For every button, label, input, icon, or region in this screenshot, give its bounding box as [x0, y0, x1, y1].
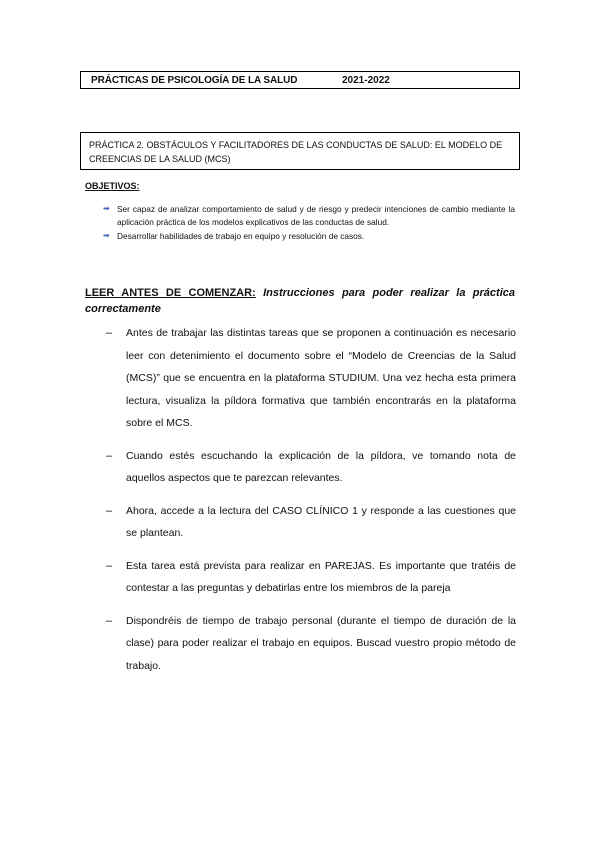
arrow-icon: ➡ [103, 231, 110, 240]
leer-instructions: Instrucciones para poder realizar la práctica correctamente [85, 287, 515, 315]
practice-title-box [80, 132, 520, 170]
objetivos-heading: OBJETIVOS: [85, 181, 140, 191]
dash-bullet-icon: – [106, 559, 113, 572]
list-item [106, 445, 516, 490]
arrow-icon: ➡ [103, 204, 110, 213]
dash-bullet-icon: – [106, 614, 113, 627]
objetivo-text: Ser capaz de analizar comportamiento de salud y de riesgo y predecir intenciones de cambio mediante la aplicación práctica de los modelos explicativos de las conductas de salud. [117, 204, 515, 227]
instruccion-text: Dispondréis de tiempo de trabajo personal (durante el tiempo de duración de la clase) para poder realizar el trabajo en equipos. Buscad vuestro propio método de trabajo. [126, 614, 516, 672]
list-item [106, 322, 516, 435]
header-box [80, 71, 520, 89]
list-item [103, 230, 515, 243]
instruccion-text: Cuando estés escuchando la explicación de la píldora, ve tomando nota de aquellos aspectos que te parezcan relevantes. [126, 449, 516, 484]
list-item [103, 203, 515, 228]
instruccion-text: Antes de trabajar las distintas tareas que se proponen a continuación es necesario leer con detenimiento el documento sobre el “Modelo de Creencias de la Salud (MCS)” que se encuentra en la plataforma STUDIUM. Una vez hecha esta primera lectura, visualiza la píldora formativa que también encontrarás en la plataforma sobre el MCS. [126, 327, 516, 429]
objetivos-list [103, 203, 515, 245]
list-item [106, 500, 516, 545]
objetivo-text: Desarrollar habilidades de trabajo en equipo y resolución de casos. [117, 231, 365, 241]
document-title: PRÁCTICAS DE PSICOLOGÍA DE LA SALUD [91, 75, 298, 86]
list-item [106, 610, 516, 678]
list-item [106, 555, 516, 600]
leer-antes-section [85, 285, 515, 317]
leer-label: LEER ANTES DE COMENZAR: [85, 287, 256, 299]
instrucciones-list [106, 322, 516, 687]
instruccion-text: Esta tarea está prevista para realizar en PAREJAS. Es importante que tratéis de contestar a las preguntas y debatirlas entre los miembros de la pareja [126, 559, 516, 594]
instruccion-text: Ahora, accede a la lectura del CASO CLÍNICO 1 y responde a las cuestiones que se plantean. [126, 504, 516, 539]
academic-year: 2021-2022 [342, 75, 390, 86]
practice-title: PRÁCTICA 2. OBSTÁCULOS Y FACILITADORES DE LAS CONDUCTAS DE SALUD: EL MODELO DE CREENCIAS DE LA SALUD (MCS) [89, 140, 503, 164]
dash-bullet-icon: – [106, 504, 113, 517]
dash-bullet-icon: – [106, 449, 113, 462]
dash-bullet-icon: – [106, 327, 113, 339]
